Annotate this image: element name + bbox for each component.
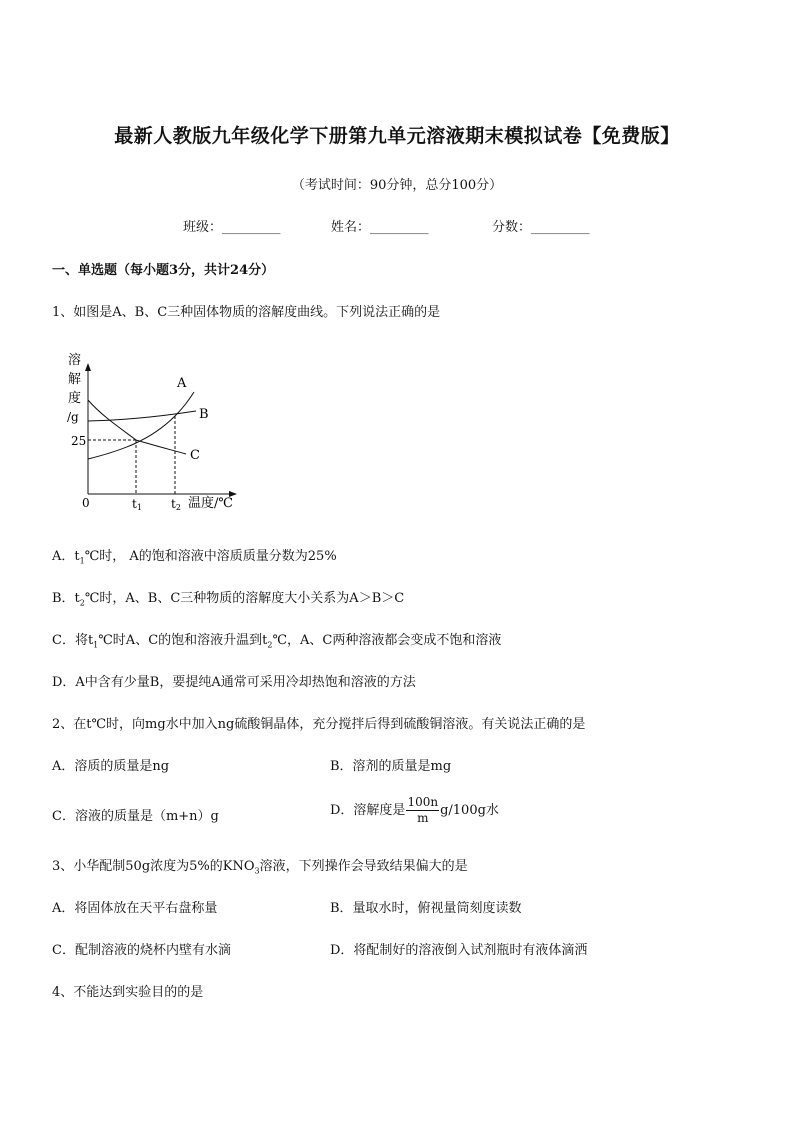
q3-option-c[interactable]: C．配制溶液的烧杯内壁有水滴 (52, 943, 231, 958)
q3-option-d[interactable]: D．将配制好的溶液倒入试剂瓶时有液体滴洒 (330, 943, 588, 958)
curve-c (88, 400, 186, 454)
question-4-stem: 4、不能达到实验目的的是 (52, 985, 204, 1000)
name-field[interactable]: 姓名：_________ (331, 220, 429, 235)
curve-label-c: C (190, 448, 200, 463)
curve-label-a: A (177, 376, 187, 391)
y-label-3: 度 (68, 391, 82, 406)
y-axis-arrow (85, 363, 91, 371)
exam-time-note: （考试时间：90分钟，总分100分） (291, 178, 503, 193)
q1-option-a[interactable]: A．$t_1℃$时， A的饱和溶液中溶质质量分数为25% (52, 549, 337, 566)
section-header: 一、单选题（每小题3分，共计24分） (52, 263, 275, 278)
q3-option-b[interactable]: B．量取水时，俯视量筒刻度读数 (330, 901, 522, 916)
curve-a (88, 392, 194, 459)
question-3-stem: 3、小华配制50g浓度为5%的$KNO_3$溶液，下列操作会导致结果偏大的是 (52, 859, 468, 876)
y-label-2: 解 (68, 372, 82, 387)
y-label-1: 溶 (68, 353, 82, 368)
x-tick-t2: t2 (171, 497, 181, 512)
solubility-curve-figure (60, 346, 260, 516)
q2-option-d[interactable]: D．溶解度是 $\frac{100n}{m}$ g/100g水 (330, 795, 499, 825)
q1-option-c[interactable]: C．将$t_1℃$时A、C的饱和溶液升温到$t_2℃$，A、C两种溶液都会变成不饱和溶液 (52, 633, 502, 650)
page-title: 最新人教版九年级化学下册第九单元溶液期末模拟试卷【免费版】 (114, 125, 680, 147)
y-label-4: /g (67, 410, 79, 424)
origin-label: 0 (82, 496, 90, 510)
q1-option-b[interactable]: B．$t_2℃$时，A、B、C三种物质的溶解度大小关系为A＞B＞C (52, 591, 405, 608)
score-field[interactable]: 分数：_________ (492, 220, 590, 235)
q3-option-a[interactable]: A．将固体放在天平右盘称量 (52, 901, 218, 916)
x-axis-label: 温度/℃ (188, 496, 233, 511)
y-tick-25: 25 (71, 434, 87, 448)
q2-option-a[interactable]: A．溶质的质量是ng (52, 759, 170, 774)
question-1-stem: 1、如图是A、B、C三种固体物质的溶解度曲线。下列说法正确的是 (52, 305, 441, 320)
x-tick-t1: t1 (132, 497, 142, 512)
q2-option-c[interactable]: C．溶液的质量是（m+n）g (52, 809, 219, 824)
question-2-stem: 2、在t℃时，向mg水中加入ng硫酸铜晶体，充分搅拌后得到硫酸铜溶液。有关说法正确的是 (52, 717, 586, 732)
fraction: $\frac{100n}{m}$ (407, 795, 439, 825)
curve-label-b: B (199, 407, 209, 422)
q1-option-d[interactable]: D．A中含有少量B，要提纯A通常可采用冷却热饱和溶液的方法 (52, 675, 416, 690)
q2-option-b[interactable]: B．溶剂的质量是mg (330, 759, 452, 774)
class-field[interactable]: 班级：_________ (183, 220, 281, 235)
